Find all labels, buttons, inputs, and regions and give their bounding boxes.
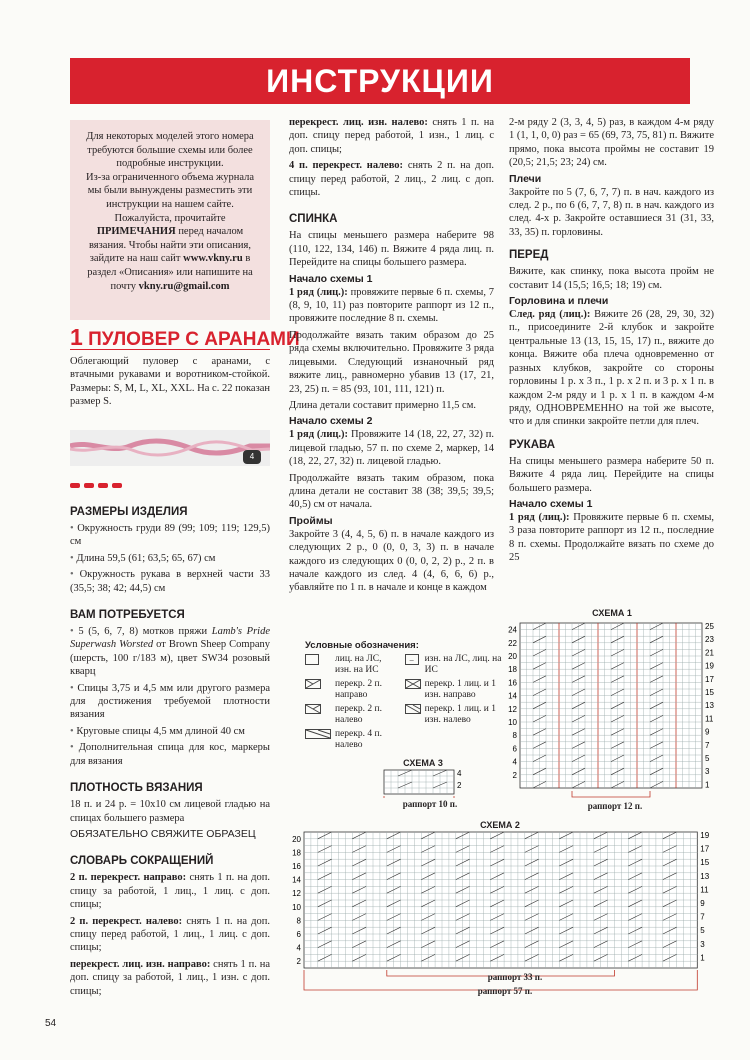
chart1-row-label: 17 [705,674,714,684]
legend-item: лиц. на ЛС, изн. на ИС [335,654,382,675]
chart1-row-label: 2 [512,770,517,780]
legend-item: перекр. 1 лиц. и 1 изн. налево [424,704,496,725]
page-number: 54 [45,1018,57,1029]
sleeves-text: На спицы меньшего размера наберите 50 п. Вяжите 4 ряда лиц. Перейдите на спицы большего размера. [509,455,714,494]
glossary-item: 4 п. перекрест. налево: снять 2 п. на доп. спицу перед работой, 2 лиц., 2 лиц. с доп. спицы. [289,160,494,199]
legend-cross-kp-left-icon [405,704,421,714]
chart2-row-label: 9 [700,899,705,908]
armholes-heading: Проймы [289,514,333,527]
glossary-item: 2 п. перекрест. налево: снять 1 п. на доп. спицу перед работой, 1 лиц., 1 лиц. с доп. спицы; [70,915,270,954]
chart2-row-label: 2 [296,957,301,967]
intro-email-link[interactable]: vkny.ru@gmail.com [138,280,230,292]
size-item: • Длина 59,5 (61; 63,5; 65, 67) см [70,552,216,564]
pattern-title [70,324,300,351]
chart2-rapport33: раппорт 33 п. [487,972,543,982]
chart1 [503,619,718,804]
chart2-row-label: 8 [296,916,301,926]
chart3-rapport-bracket [384,796,454,798]
legend-item: перекр. 4 п. налево [335,729,382,750]
page-title-banner: ИНСТРУКЦИИ [70,58,690,104]
chart1-row-label: 12 [508,704,517,714]
chart1-row-label: 14 [508,691,517,701]
legend-title: Условные обозначения: [305,640,419,651]
back-row1: 1 ряд (лиц.): провяжите первые 6 п. схемы, 7 (8, 9, 10, 11) раз повторите раппорт из 12 п., провяжите последние 8 п. схемы. [289,286,495,325]
legend-item: перекр. 1 лиц. и 1 изн. направо [424,679,496,700]
chart1-rapport-bracket [572,791,650,797]
chart1-row-label: 1 [705,780,710,790]
chart1-row-label: 24 [508,625,517,635]
chart1-row-label: 6 [512,744,517,754]
chart1-row-label: 7 [705,740,710,750]
intro-line3: перед началом вязания. Чтобы найти эти описания, зайдите на наш сайт [88,226,252,265]
chart1-row-label: 9 [705,727,710,737]
size-item: • Окружность рукава в верхней части 33 (35,5; 38; 42; 44,5) см [70,569,270,594]
legend-item: перекр. 2 п. направо [335,679,382,700]
pattern-name: ПУЛОВЕР С АРАНАМИ [88,329,300,350]
chart2-row-label: 1 [700,953,705,963]
chart2-row-label: 13 [700,871,710,881]
title-rule [70,349,270,350]
chart1-row-label: 11 [705,714,714,724]
shoulders-text: Закройте по 5 (7, 6, 7, 7) п. в нач. каждого из след. 2 р., по 6 (6, 7, 7, 8) п. в нач. каждого из след. 4-х р. Закройте оставшиеся 31 (31, 33, 33, 35) п. горловины. [509,186,714,238]
chart1-rapport: раппорт 12 п. [587,801,643,811]
neck-text: След. ряд (лиц.): Вяжите 26 (28, 29, 30, 32) п., присоедините 2-й клубок и закройте центральные 13 (13, 15, 15, 17) п., вяжите до конца. Вяжите оба плеча одновременно от разных клубков, закройте со стороны горловины 1 р. х 3 п., 1 р. х 2 п. и 3 р. х 1 п. в каждом 2-м ряду и 1 р. х 1 п. в каждом 4-м ряду, ОДНОВРЕМЕННО на той же высоте, что и для спинки закройте петли для плеч. [509,309,715,428]
material-item: • Спицы 3,75 и 4,5 мм или другого размера для достижения требуемой плотности вязания [70,682,270,721]
chart1-row-label: 4 [512,757,517,767]
chart2-row-label: 6 [296,930,301,939]
chart1-row-label: 8 [512,731,517,741]
chart1-row-label: 15 [705,688,714,697]
size-item: • Окружность груди 89 (99; 109; 119; 129,5) см [70,523,270,548]
chart1-row-label: 21 [705,648,714,658]
back-continue2: Продолжайте вязать таким образом, пока длина детали не составит 38 (38; 39,5; 39,5; 40,5) см от начала. [289,472,494,511]
back-length: Длина детали составит примерно 11,5 см. [289,399,476,411]
sizes-heading: РАЗМЕРЫ ИЗДЕЛИЯ [70,506,188,518]
legend-cross-kp-right-icon [405,679,421,689]
chart2-row-label: 16 [292,862,301,871]
glossary-heading: СЛОВАРЬ СОКРАЩЕНИЙ [70,855,214,868]
front-heading: ПЕРЕД [509,249,549,262]
chart1-title: СХЕМА 1 [592,608,632,618]
chart3 [382,766,472,798]
glossary-item: 2 п. перекрест. направо: снять 1 п. на доп. спицу за работой, 1 лиц., 1 лиц. с доп. спицы; [70,872,270,911]
shoulders-heading: Плечи [509,172,542,185]
pattern-number: 1 [70,324,83,350]
chart1-row-label: 3 [705,767,710,777]
chart2-row-label: 7 [700,912,705,922]
intro-line2: Из-за ограниченного объема журнала мы были вынуждены разместить эти инструкции на нашем сайте. Пожалуйста, прочитайте [85,171,255,224]
intro-line4: в раздел «Описания» или напишите на почту [87,253,253,292]
back-cast-on: На спицы меньшего размера наберите 98 (110, 122, 134, 146) п. Вяжите 4 ряда лиц. п. Перейдите на спицы большего размера. [289,230,494,269]
material-item: • Дополнительная спица для кос, маркеры для вязания [70,742,270,767]
legend-purl-icon: – [405,654,419,665]
back-heading: СПИНКА [289,213,338,226]
chart1-row-label: 10 [508,718,517,727]
gauge-text: 18 п. и 24 р. = 10x10 см лицевой гладью на спицах большего размера [70,799,270,824]
chart2-row-label: 3 [700,939,705,949]
chart2-title: СХЕМА 2 [480,820,520,830]
legend-item: перекр. 2 п. налево [335,704,382,725]
back-row1-chart2: 1 ряд (лиц.): Провяжите 14 (18, 22, 27, 32) п. лицевой гладью, 57 п. по схеме 2, маркер, 14 (18, 22, 27, 32) п. лицевой гладью. [289,429,495,468]
legend-knit-icon [305,654,319,665]
yarn-weight-badge: 4 [243,450,261,464]
chart1-row-label: 20 [508,652,517,661]
sleeves-heading: РУКАВА [509,438,556,451]
chart1-row-label: 23 [705,635,714,645]
chart3-title: СХЕМА 3 [403,758,443,768]
chart1-row-label: 19 [705,661,714,671]
chart2-row-label: 4 [296,943,301,953]
intro-site-link[interactable]: www.vkny.ru [183,253,243,265]
legend-cross-left-icon [305,704,321,714]
chart2-row-label: 19 [700,831,710,840]
armholes-cont: 2-м ряду 2 (3, 3, 4, 5) раз, в каждом 4-м ряду 1 (1, 1, 0, 0) раз = 65 (69, 73, 75, 81) п. Вяжите прямо, пока высота проймы не составит 19 (20,5; 21,5; 23; 24) см. [509,117,714,169]
chart2-row-label: 20 [292,834,301,844]
back-continue: Продолжайте вязать таким образом до 25 ряда схемы включительно. Провяжите 3 ряда лицевыми. Следующий изнаночный ряд вяжите лиц., равномерно убавив 13 (17, 21, 23, 25) п. = 85 (93, 101, 111, 121) п. [289,329,494,395]
legend-cross4-left-icon [305,729,331,739]
glossary-item: перекрест. лиц. изн. направо: снять 1 п. на доп. спицу за работой, 1 лиц., 1 изн. с доп. спицы; [70,958,270,997]
gauge-heading: ПЛОТНОСТЬ ВЯЗАНИЯ [70,782,203,795]
chart2-row-label: 5 [700,926,705,936]
neck-shoulders-heading: Горловина и плечи [509,295,609,308]
chart2-row-label: 10 [292,902,301,912]
chart2-row-label: 11 [700,885,709,895]
pattern-description: Облегающий пуловер с аранами, с втачными рукавами и воротником-стойкой. Размеры: S, M, L, XL, XXL. На с. 22 показан размер S. [70,356,270,408]
chart2-row-label: 18 [292,848,301,858]
chart1-row-label: 5 [705,754,710,763]
yarn-swatch-image [70,430,270,466]
sleeves-row1: 1 ряд (лиц.): Провяжите первые 6 п. схемы, 3 раза повторите раппорт из 12 п., последние 8 п. схемы. Продолжайте вязать по схеме до 25 [509,511,715,564]
chart1-row-label: 18 [508,665,517,675]
gauge-warning: ОБЯЗАТЕЛЬНО СВЯЖИТЕ ОБРАЗЕЦ [70,827,256,840]
chart2-row-label: 12 [292,889,301,899]
sleeves-chart1-start: Начало схемы 1 [509,497,593,510]
back-chart1-start: Начало схемы 1 [289,272,373,285]
material-item: • Круговые спицы 4,5 мм длиной 40 см [70,725,245,737]
chart2-row-label: 14 [292,875,301,885]
intro-box [70,120,270,320]
intro-notes: ПРИМЕЧАНИЯ [96,226,176,238]
chart1-row-label: 25 [705,622,714,631]
legend-item: изн. на ЛС, лиц. на ИС [424,654,502,675]
chart1-row-label: 16 [508,678,517,688]
intro-line1: Для некоторых моделей этого номера требуются большие схемы или более подробные инструкции. [86,131,254,170]
chart1-row-label: 13 [705,701,714,711]
glossary-item: перекрест. лиц. изн. налево: снять 1 п. на доп. спицу перед работой, 1 изн., 1 лиц. с доп. спицы; [289,117,495,155]
material-item: • 5 (5, 6, 7, 8) мотков пряжи Lamb's Pride Superwash Worsted от Brown Sheep Company (шерсть, 100 г/183 м), цвет SW34 розовый кварц [70,626,271,678]
armholes-text: Закройте 3 (4, 4, 5, 6) п. в начале каждого из следующих 2 р., 0 (0, 0, 3, 3) п. в начале каждого из следующих 0 (0, 0, 2, 2) р., 2 п. в начале каждого из след. 4 (4, 6, 6, 6) р., убавляйте по 1 п. в начале и конце в каждом [289,528,494,594]
legend [305,640,505,754]
materials-heading: ВАМ ПОТРЕБУЕТСЯ [70,609,185,622]
back-chart2-start: Начало схемы 2 [289,415,373,428]
legend-cross-right-icon [305,679,321,689]
chart2-row-label: 15 [700,858,710,868]
chart3-row-label: 2 [457,781,462,790]
chart1-row-label: 22 [508,638,517,648]
chart2-row-label: 17 [700,844,710,854]
chart3-row-label: 4 [457,769,462,778]
chart3-rapport: раппорт 10 п. [402,799,458,809]
chart2-rapport57: раппорт 57 п. [477,986,533,996]
front-text: Вяжите, как спинку, пока высота пройм не составит 14 (15,5; 16,5; 18; 19) см. [509,266,714,291]
